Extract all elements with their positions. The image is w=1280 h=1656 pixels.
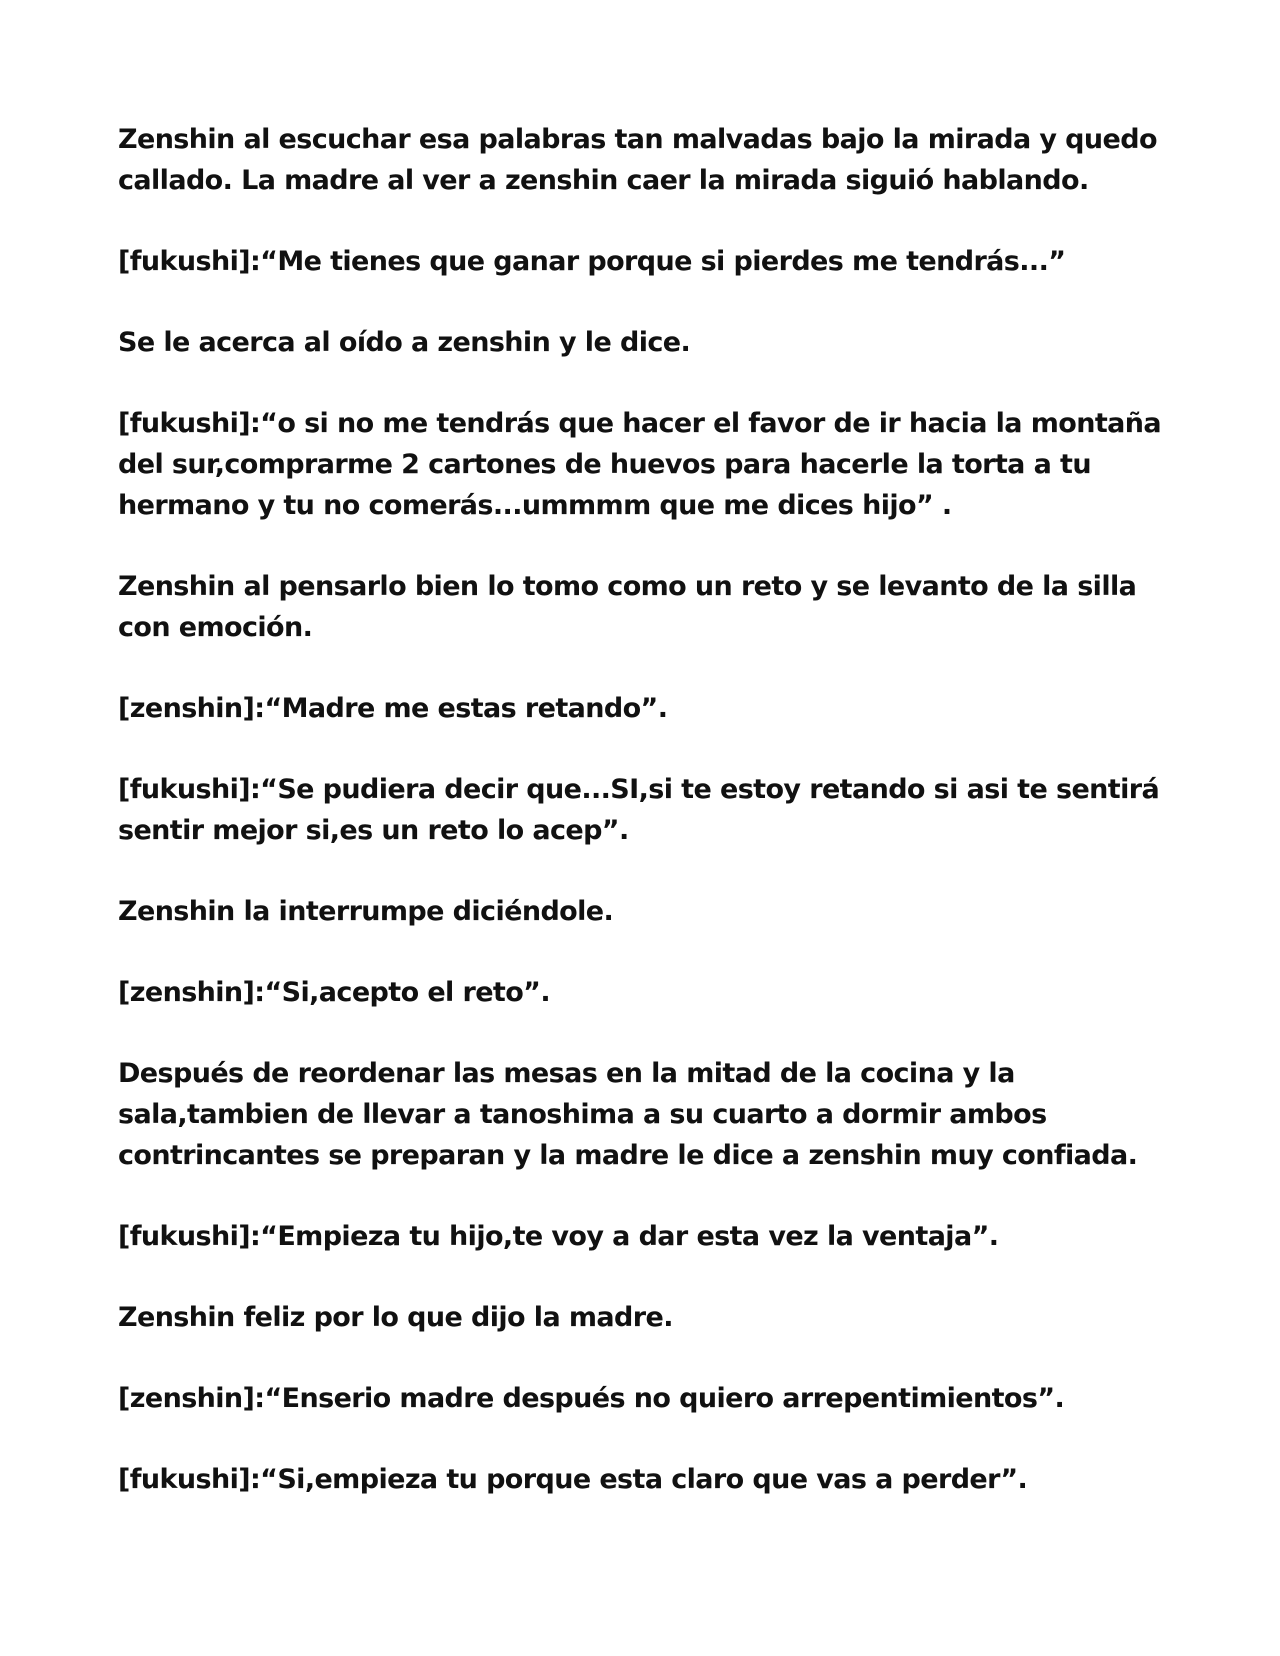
paragraph-dialogue: [zenshin]:“Madre me estas retando”.	[118, 693, 668, 724]
paragraph-narration: Zenshin la interrumpe diciéndole.	[118, 896, 614, 927]
paragraph-narration: Se le acerca al oído a zenshin y le dice.	[118, 327, 691, 358]
paragraph-dialogue: [fukushi]:“Si,empieza tu porque esta claro que vas a perder”.	[118, 1464, 1028, 1495]
paragraph-dialogue: [fukushi]:“Empieza tu hijo,te voy a dar esta vez la ventaja”.	[118, 1221, 999, 1252]
paragraph-dialogue: [fukushi]:“Me tienes que ganar porque si pierdes me tendrás...”	[118, 246, 1066, 277]
paragraph-narration: Zenshin feliz por lo que dijo la madre.	[118, 1302, 673, 1333]
paragraph-narration: Zenshin al escuchar esa palabras tan malvadas bajo la mirada y quedo callado. La madre al ver a zenshin caer la mirada siguió hablando.	[118, 124, 1157, 196]
paragraph-narration: Zenshin al pensarlo bien lo tomo como un reto y se levanto de la silla con emoción.	[118, 571, 1137, 643]
paragraph-dialogue: [fukushi]:“o si no me tendrás que hacer el favor de ir hacia la montaña del sur,comprarme 2 cartones de huevos para hacerle la torta a tu hermano y tu no comerás...ummmm que me dices hijo” .	[118, 408, 1161, 521]
paragraph-dialogue: [zenshin]:“Si,acepto el reto”.	[118, 977, 550, 1008]
document-body	[118, 119, 1168, 1540]
paragraph-dialogue: [zenshin]:“Enserio madre después no quiero arrepentimientos”.	[118, 1383, 1065, 1414]
paragraph-dialogue: [fukushi]:“Se pudiera decir que...SI,si te estoy retando si asi te sentirá sentir mejor si,es un reto lo acep”.	[118, 774, 1160, 846]
paragraph-narration: Después de reordenar las mesas en la mitad de la cocina y la sala,tambien de llevar a tanoshima a su cuarto a dormir ambos contrincantes se preparan y la madre le dice a zenshin muy confiada.	[118, 1058, 1138, 1171]
